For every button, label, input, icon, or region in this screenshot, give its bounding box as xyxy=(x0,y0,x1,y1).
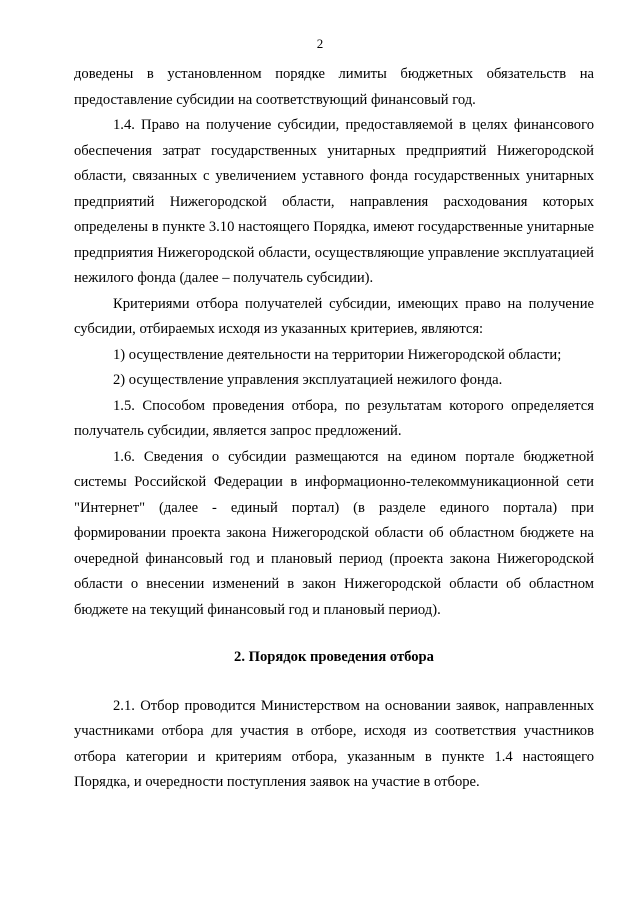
paragraph-2-1: 2.1. Отбор проводится Министерством на основании заявок, направленных участниками отбора для участия в отборе, исходя из соответствия участников отбора категории и критериям отбора, указанным в пункте 1.4 настоящего Порядка, и очередности поступления заявок на участие в отборе. xyxy=(74,697,594,790)
paragraph-1-4: 1.4. Право на получение субсидии, предоставляемой в целях финансового обеспечения затрат государственных унитарных предприятий Нижегородской области, связанных с увеличением уставного фонда государственных унитарных предприятий Нижегородской области, направления расходования которых определены в пункте 3.10 настоящего Порядка, имеют государственные унитарные предприятия Нижегородской области, осуществляющие управление эксплуатацией нежилого фонда (далее – получатель субсидии). xyxy=(74,117,594,286)
criteria-item-1: 1) осуществление деятельности на территории Нижегородской области; xyxy=(113,346,562,363)
paragraph-continuation: доведены в установленном порядке лимиты бюджетных обязательств на предоставление субсидии на соответствующий финансовый год. xyxy=(74,66,594,108)
paragraph-1-6: 1.6. Сведения о субсидии размещаются на едином портале бюджетной системы Российской Федерации в информационно-телекоммуникационной сети "Интернет" (далее - единый портал) (в разделе единого портала) при формировании проекта закона Нижегородской области об областном бюджете на очередной финансовый год и плановый период (проекта закона Нижегородской области о внесении изменений в закон Нижегородской области об областном бюджете на текущий финансовый год и плановый период). xyxy=(74,448,594,618)
page-number: 2 xyxy=(316,36,324,51)
paragraph-1-5: 1.5. Способом проведения отбора, по результатам которого определяется получатель субсидии, является запрос предложений. xyxy=(74,397,594,439)
criteria-item-2: 2) осуществление управления эксплуатацией нежилого фонда. xyxy=(113,372,503,388)
section-heading: 2. Порядок проведения отбора xyxy=(234,649,434,665)
document-body xyxy=(74,62,594,796)
paragraph-criteria: Критериями отбора получателей субсидии, имеющих право на получение субсидии, отбираемых исходя из указанных критериев, являются: xyxy=(74,295,594,337)
